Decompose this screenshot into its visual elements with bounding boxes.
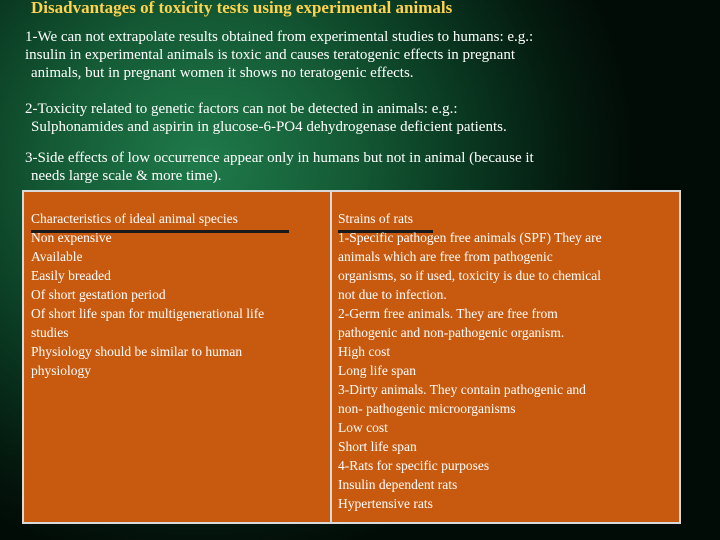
point-1-line-2: insulin in experimental animals is toxic and causes teratogenic effects in pregnant xyxy=(25,47,515,63)
left-col-line: Non expensive xyxy=(31,230,112,245)
right-col-line: 2-Germ free animals. They are free from xyxy=(338,306,558,321)
right-col-line: not due to infection. xyxy=(338,287,447,302)
point-3-line-2: needs large scale & more time). xyxy=(31,168,222,184)
right-col-line: organisms, so if used, toxicity is due to chemical xyxy=(338,268,601,283)
right-col-line: Strains of rats xyxy=(338,211,413,226)
point-1 xyxy=(25,28,665,82)
comparison-table xyxy=(22,190,681,524)
left-col-line: Available xyxy=(31,249,83,264)
point-1-line-1: 1-We can not extrapolate results obtained from experimental studies to humans: e.g.: xyxy=(25,29,534,45)
point-1-line-3: animals, but in pregnant women it shows no teratogenic effects. xyxy=(31,65,414,81)
point-3-line-1: 3-Side effects of low occurrence appear only in humans but not in animal (because it xyxy=(25,150,534,166)
left-col-line: Characteristics of ideal animal species xyxy=(31,211,238,226)
right-col-line: 4-Rats for specific purposes xyxy=(338,458,490,473)
point-3 xyxy=(25,149,665,185)
left-col-line: Easily breaded xyxy=(31,268,111,283)
right-col-line: animals which are free from pathogenic xyxy=(338,249,553,264)
right-col-line: Hypertensive rats xyxy=(338,496,433,511)
right-col-line: Short life span xyxy=(338,439,417,454)
left-col-line: studies xyxy=(31,325,69,340)
right-col-line: 3-Dirty animals. They contain pathogenic and xyxy=(338,382,586,397)
right-col-line: Long life span xyxy=(338,363,416,378)
point-2 xyxy=(25,100,665,136)
rat-strains-cell xyxy=(338,209,673,513)
left-col-line: physiology xyxy=(31,363,92,378)
right-col-line: Insulin dependent rats xyxy=(338,477,458,492)
left-col-line: Physiology should be similar to human xyxy=(31,344,243,359)
ideal-animal-characteristics-cell xyxy=(31,209,328,380)
column-divider xyxy=(330,192,332,522)
right-col-line: Low cost xyxy=(338,420,388,435)
right-col-line: pathogenic and non-pathogenic organism. xyxy=(338,325,565,340)
point-2-line-1: 2-Toxicity related to genetic factors can not be detected in animals: e.g.: xyxy=(25,101,458,117)
left-col-line: Of short life span for multigenerational life xyxy=(31,306,265,321)
right-col-line: non- pathogenic microorganisms xyxy=(338,401,516,416)
right-col-line: High cost xyxy=(338,344,391,359)
slide-title: Disadvantages of toxicity tests using experimental animals xyxy=(31,0,453,17)
point-2-line-2: Sulphonamides and aspirin in glucose-6-PO4 dehydrogenase deficient patients. xyxy=(31,119,507,135)
left-col-line: Of short gestation period xyxy=(31,287,166,302)
right-col-line: 1-Specific pathogen free animals (SPF) They are xyxy=(338,230,602,245)
